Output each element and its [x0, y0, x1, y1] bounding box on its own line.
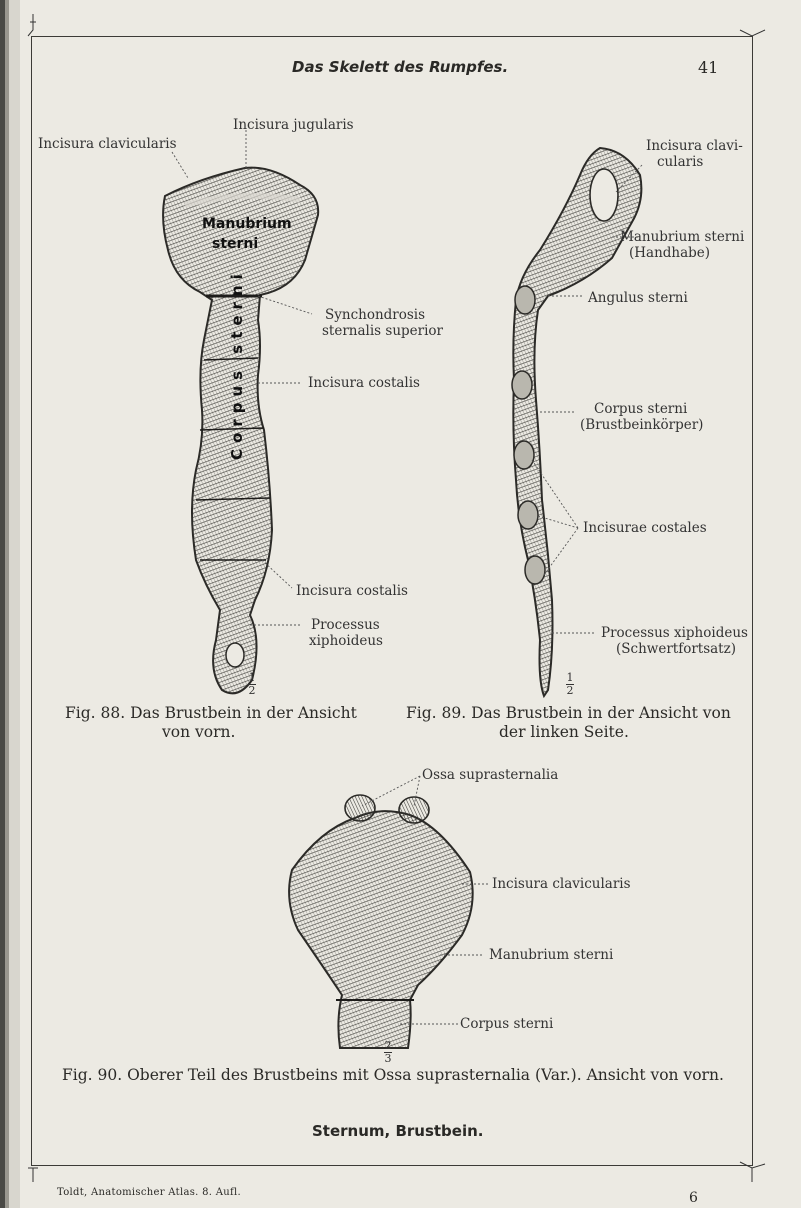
plate-title: Sternum, Brustbein. — [312, 1122, 484, 1140]
label-incisura-clavicularis-90: Incisura clavicularis — [492, 876, 631, 892]
running-header-title: Das Skelett des Rumpfes. — [292, 58, 509, 76]
fig88-scale-numerator: 1 — [248, 671, 256, 684]
label-processus-line1: Processus — [311, 617, 380, 633]
fig88-manubrium-lettering-line1: Manubrium — [202, 216, 292, 232]
page-number: 41 — [698, 58, 719, 77]
label-incisurae-costales: Incisurae costales — [583, 520, 707, 536]
label-brustbeinkoerper: (Brustbeinkörper) — [580, 417, 704, 433]
fig88-scale-denominator: 2 — [248, 684, 256, 697]
label-incisura-clavi-line1: Incisura clavi- — [646, 138, 743, 154]
label-incisura-clavicularis: Incisura clavicularis — [38, 136, 177, 152]
fig90-caption: Fig. 90. Oberer Teil des Brustbeins mit Ossa suprasternalia (Var.). Ansicht von vorn. — [62, 1066, 724, 1084]
label-manubrium-sterni: Manubrium sterni — [620, 229, 745, 245]
label-schwertfortsatz: (Schwertfortsatz) — [616, 641, 736, 657]
label-corpus-sterni-90: Corpus sterni — [460, 1016, 554, 1032]
fig88-manubrium-lettering-line2: sterni — [212, 236, 259, 252]
fig90-scale — [384, 1040, 392, 1065]
fig89-caption-line2: der linken Seite. — [499, 723, 629, 741]
label-incisura-jugularis: Incisura jugularis — [233, 117, 354, 133]
label-ossa-suprasternalia: Ossa suprasternalia — [422, 767, 559, 783]
fig88-caption-line2: von vorn. — [162, 723, 236, 741]
label-processus-xiphoideus: Processus xiphoideus — [601, 625, 748, 641]
fig90-scale-denominator: 3 — [384, 1052, 392, 1065]
footer-page-number: 6 — [689, 1190, 698, 1206]
label-angulus-sterni: Angulus sterni — [588, 290, 688, 306]
fig88-scale — [248, 672, 256, 697]
label-incisura-costalis-upper: Incisura costalis — [308, 375, 420, 391]
label-incisura-clavi-line2: cularis — [657, 154, 704, 170]
label-processus-line2: xiphoideus — [309, 633, 383, 649]
fig89-scale-denominator: 2 — [566, 684, 574, 697]
fig88-corpus-vertical-lettering: Corpus sterni — [228, 268, 246, 460]
label-synchondrosis-line1: Synchondrosis — [325, 307, 426, 323]
fig90-manubrium-drawing — [289, 795, 473, 1048]
fig90-scale-numerator: 2 — [384, 1039, 392, 1052]
footer-publication: Toldt, Anatomischer Atlas. 8. Aufl. — [57, 1187, 241, 1198]
fig89-scale — [566, 672, 574, 697]
label-synchondrosis-line2: sternalis superior — [322, 323, 443, 339]
fig89-scale-numerator: 1 — [566, 671, 574, 684]
fig88-caption-line1: Fig. 88. Das Brustbein in der Ansicht — [65, 704, 357, 722]
label-incisura-costalis-lower: Incisura costalis — [296, 583, 408, 599]
fig89-caption-line1: Fig. 89. Das Brustbein in der Ansicht von — [406, 704, 731, 722]
label-manubrium-sterni-90: Manubrium sterni — [489, 947, 614, 963]
label-corpus-sterni: Corpus sterni — [594, 401, 688, 417]
label-handhabe: (Handhabe) — [629, 245, 711, 261]
